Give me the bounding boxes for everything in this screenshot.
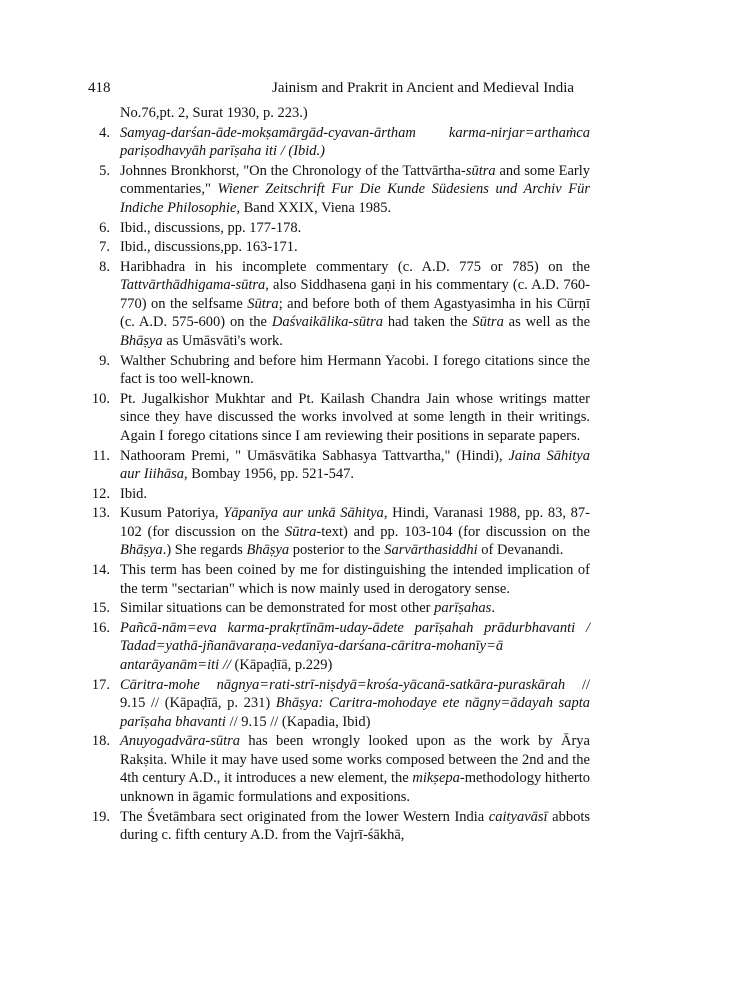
- text-run: Walther Schubring and before him Hermann Yacobi. I forego citations since the fact is too well-known.: [120, 352, 590, 388]
- note-number: [74, 104, 120, 123]
- endnote: [99, 124, 590, 161]
- endnotes-list: [91, 104, 591, 846]
- note-text: [120, 732, 590, 806]
- italic-text: Cāritra-mohe nāgnya=rati-strī-niṣdyā=krośa-yācanā-satkāra-puraskārah: [120, 676, 566, 693]
- italic-text: Yāpanīya aur unkā Sāhitya: [223, 505, 384, 522]
- endnote: [91, 599, 590, 618]
- text-run: .: [491, 600, 495, 617]
- italic-text: sūtra: [465, 162, 496, 179]
- text-run: .) She regards: [162, 542, 247, 559]
- note-text: [120, 485, 590, 504]
- endnote: [92, 447, 590, 484]
- italic-text: Pañcā-nām=eva karma-prakṛtīnām-uday-ādete parīṣahah prādurbhavanti / Tadad=yathā-jñanāvaraṇa-vedanīya-darśana-cāritra-mohanīy=ā antarāyanām=iti //: [120, 619, 590, 673]
- text-run: -text) and pp. 103-104 (for discussion on the: [316, 523, 590, 540]
- text-run: Ibid., discussions,pp. 163-171.: [120, 239, 298, 256]
- italic-text: Bhāṣya: [120, 542, 163, 559]
- italic-text: Samyag-darśan-āde-mokṣamārgād-cyavan-ārtham karma-nirjar=arthaṁca pariṣodhavyāh parīṣaha iti / (Ibid.): [120, 124, 590, 160]
- italic-text: Sūtra: [247, 295, 279, 312]
- text-run: The Śvetāmbara sect originated from the lower Western India: [120, 808, 489, 825]
- note-text: [120, 162, 590, 218]
- italic-text: Wiener Zeitschrift Fur Die Kunde Südesiens und Archiv Für Indiche Philosophie,: [120, 181, 590, 216]
- italic-text: Sūtra: [285, 523, 317, 540]
- endnote: [99, 219, 590, 238]
- note-number: 13.: [91, 505, 110, 522]
- note-text: [120, 352, 590, 389]
- note-text: [120, 447, 590, 484]
- text-run: of Devanandi.: [477, 542, 564, 559]
- running-title: Jainism and Prakrit in Ancient and Medieval India: [272, 80, 575, 96]
- text-run: Similar situations can be demonstrated for most other: [120, 600, 435, 617]
- note-text: [120, 124, 590, 161]
- note-number: 6.: [99, 219, 110, 236]
- note-number: 17.: [91, 676, 110, 693]
- text-run: This term has been coined by me for distinguishing the intended implication of the term "sectarian" which is now mainly used in derogatory sense.: [120, 562, 590, 597]
- note-text: [120, 619, 590, 675]
- text-run: Ibid., discussions, pp. 177-178.: [120, 219, 302, 236]
- note-text: [120, 504, 590, 560]
- endnote: [91, 485, 590, 504]
- note-number: 11.: [92, 447, 110, 464]
- text-run: , also Siddhasena gaṇi in his commentary (c. A.D. 760-770) on the selfsame: [120, 277, 590, 312]
- endnote: [99, 352, 590, 389]
- note-number: 8.: [99, 258, 110, 275]
- endnote: [99, 258, 591, 351]
- text-run: as Umāsvāti's work.: [162, 332, 283, 349]
- italic-text: Jaina Sāhitya aur Iiihāsa: [120, 447, 590, 482]
- note-continuation: [120, 104, 590, 123]
- text-run: abbots during c. fifth century A.D. from the Vajrī-śākhā,: [120, 808, 590, 843]
- italic-text: parīṣahas: [434, 600, 492, 617]
- endnote: [99, 238, 590, 257]
- note-number: 12.: [91, 485, 110, 502]
- note-number: 10.: [91, 390, 110, 407]
- note-number: 16.: [91, 619, 110, 636]
- note-number: 5.: [99, 162, 110, 179]
- note-number: 9.: [99, 352, 110, 369]
- endnote: [91, 619, 590, 675]
- note-text: No.76,pt. 2, Surat 1930, p. 223.): [120, 105, 308, 121]
- text-run: posterior to the: [289, 542, 385, 559]
- italic-text: Bhāṣya: [120, 332, 163, 349]
- note-text: [120, 258, 590, 351]
- text-run: ; and before both of them Agastyasimha in his Cūrṇī (c. A.D. 575-600) on the: [120, 295, 591, 331]
- note-number: 19.: [91, 808, 110, 825]
- text-run: Pt. Jugalkishor Mukhtar and Pt. Kailash Chandra Jain whose writings matter since they have discussed the works involved at some length in their writings. Again I forego citations since I am reviewing their positions in separate papers.: [120, 390, 590, 444]
- endnote: [91, 732, 590, 806]
- endnote: [91, 676, 590, 732]
- text-run: and some Early commentaries,": [120, 162, 591, 198]
- page-number: 418: [88, 80, 111, 96]
- text-run: // 9.15 // (Kāpaḍīā, p. 231): [120, 676, 590, 712]
- endnote: [91, 808, 590, 845]
- text-run: Kusum Patoriya,: [120, 505, 224, 522]
- text-run: as well as the: [503, 314, 591, 331]
- note-text: [120, 219, 590, 238]
- endnote: [99, 162, 591, 218]
- italic-text: Bhāṣya: [246, 542, 290, 559]
- italic-text: Anuyogadvāra-sūtra: [120, 733, 241, 750]
- note-text: [120, 561, 590, 598]
- endnote: [91, 561, 590, 598]
- note-number: 18.: [91, 733, 110, 750]
- text-run: , Hindi, Varanasi 1988, pp. 83, 87-102 (for discussion on the: [120, 505, 590, 540]
- note-number: 14.: [91, 562, 110, 579]
- note-text: [120, 390, 590, 446]
- note-number: 7.: [99, 239, 110, 256]
- endnote: [91, 390, 590, 446]
- text-run: has been wrongly looked upon as the work by Ārya Rakṣita. While it may have used some works composed between the 2nd and the 4th century A.D., it introduces a new element, the: [120, 733, 590, 787]
- text-run: -methodology hitherto unknown in āgamic formulations and expositions.: [120, 770, 590, 805]
- text-run: // 9.15 // (Kapadia, Ibid): [225, 713, 371, 730]
- endnote: [91, 504, 590, 560]
- italic-text: caityavāsī: [488, 808, 548, 825]
- italic-text: Tattvārthādhigama-sūtra: [120, 277, 266, 294]
- text-run: Band XXIX, Viena 1985.: [240, 199, 392, 216]
- text-run: Nathooram Premi, " Umāsvātika Sabhasya Tattvartha," (Hindi),: [120, 447, 509, 464]
- text-run: , Bombay 1956, pp. 521-547.: [184, 466, 355, 482]
- note-text: [120, 808, 590, 845]
- text-run: Ibid.: [120, 485, 147, 502]
- note-text: [120, 238, 590, 257]
- text-run: Haribhadra in his incomplete commentary (c. A.D. 775 or 785) on the: [120, 258, 590, 275]
- italic-text: mikṣepa: [412, 770, 460, 787]
- note-number: 4.: [99, 124, 110, 141]
- text-run: Johnnes Bronkhorst, "On the Chronology of the Tattvārtha-: [120, 162, 466, 179]
- note-text: [120, 676, 590, 732]
- italic-text: Sūtra: [472, 314, 504, 331]
- text-run: had taken the: [383, 314, 473, 331]
- italic-text: Daśvaikālika-sūtra: [271, 314, 383, 331]
- note-number: 15.: [91, 600, 110, 617]
- italic-text: Bhāṣya: Caritra-mohodaye ete nāgny=ādayah sapta parīṣaha bhavanti: [120, 695, 590, 730]
- text-run: (Kāpaḍīā, p.229): [230, 656, 333, 673]
- note-text: [120, 599, 590, 618]
- italic-text: Sarvārthasiddhi: [384, 542, 478, 559]
